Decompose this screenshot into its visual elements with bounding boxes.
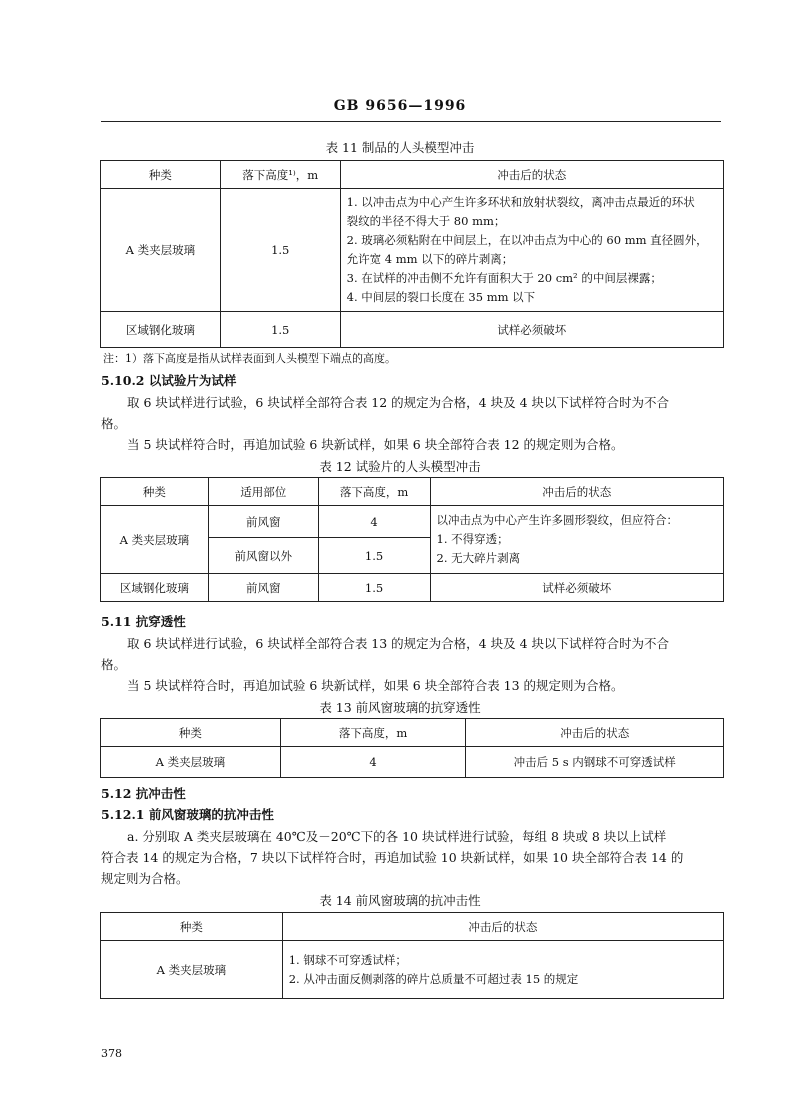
table12-header-kind: 种类 [101,478,209,506]
table13-row-state: 冲击后 5 s 内钢球不可穿透试样 [466,747,724,778]
paragraph-line: a. 分别取 A 类夹层玻璃在 40℃及－20℃下的各 10 块试样进行试验，每组 8 块或 8 块以上试样 [127,829,667,844]
table12-rowA2-height: 1.5 [318,538,430,574]
paragraph-line: 当 5 块试样符合时，再追加试验 6 块新试样，如果 6 块全部符合表 13 的规定则为合格。 [127,678,624,693]
table12-rowA2-part: 前风窗以外 [208,538,318,574]
table13-row-height: 4 [280,747,466,778]
paragraph-line: 当 5 块试样符合时，再追加试验 6 块新试样，如果 6 块全部符合表 12 的规定则为合格。 [127,437,624,452]
section-5-10-2-title: 5.10.2 以试验片为试样 [101,373,237,388]
table11-row1-line: 2. 玻璃必须粘附在中间层上，在以冲击点为中心的 60 mm 直径圆外， [346,233,708,247]
table11-header-height: 落下高度¹⁾，m [220,161,340,189]
table12-rowA-state [430,506,724,574]
paragraph-line: 取 6 块试样进行试验，6 块试样全部符合表 13 的规定为合格，4 块及 4 块以下试样符合时为不合 [127,636,670,651]
table14 [100,912,724,999]
table14-state-line: 1. 钢球不可穿透试样； [288,952,407,967]
table12-rowB-height: 1.5 [318,574,430,602]
table11-row1-state [340,189,723,312]
standard-header: GB 9656—1996 [333,98,467,114]
paragraph-line: 格。 [101,416,127,431]
table11-row2-kind: 区域钢化玻璃 [101,312,221,348]
table11-row1-kind: A 类夹层玻璃 [101,189,221,312]
table11-row1-line: 1. 以冲击点为中心产生许多环状和放射状裂纹，离冲击点最近的环状 [346,195,695,209]
paragraph-line: 符合表 14 的规定为合格，7 块以下试样符合时，再追加试验 10 块新试样，如果 10 块全部符合表 14 的 [101,850,684,865]
table13-caption: 表 13 前风窗玻璃的抗穿透性 [319,700,481,715]
table11-header-kind: 种类 [101,161,221,189]
table12-rowB-kind: 区域钢化玻璃 [101,574,209,602]
table13-header-kind: 种类 [101,719,281,747]
table11-header-state: 冲击后的状态 [340,161,723,189]
table12-state-line: 1. 不得穿透； [436,532,509,546]
table11-note: 注：1）落下高度是指从试样表面到人头模型下端点的高度。 [103,352,396,365]
table12-rowA1-height: 4 [318,506,430,538]
table14-row-kind: A 类夹层玻璃 [101,941,283,999]
table11-row1-line: 允许宽 4 mm 以下的碎片剥离； [346,252,514,266]
table14-header-state: 冲击后的状态 [282,913,723,941]
table14-row-state [282,941,723,999]
section-5-12-1-body [101,826,726,889]
header-rule [101,121,721,122]
table12 [100,477,724,602]
table13-row-kind: A 类夹层玻璃 [101,747,281,778]
table12-header-height: 落下高度，m [318,478,430,506]
table11-row2-height: 1.5 [220,312,340,348]
table11 [100,160,724,348]
table11-row1-line: 裂纹的半径不得大于 80 mm； [346,214,506,228]
table12-rowA-kind: A 类夹层玻璃 [101,506,209,574]
section-5-10-2-body [101,392,726,455]
table11-row2-state: 试样必须破坏 [340,312,723,348]
table11-row1-line: 3. 在试样的冲击侧不允许有面积大于 20 cm² 的中间层裸露； [346,271,662,285]
section-5-12-1-title: 5.12.1 前风窗玻璃的抗冲击性 [101,807,274,822]
table13 [100,718,724,778]
table12-caption: 表 12 试验片的人头模型冲击 [319,459,481,474]
table11-row1-line: 4. 中间层的裂口长度在 35 mm 以下 [346,290,536,304]
table12-header-part: 适用部位 [208,478,318,506]
table14-state-line: 2. 从冲击面反侧剥落的碎片总质量不可超过表 15 的规定 [288,971,579,986]
table13-header-height: 落下高度，m [280,719,466,747]
table12-state-line: 以冲击点为中心产生许多圆形裂纹，但应符合： [436,513,678,527]
section-5-11-body [101,633,726,696]
table11-row1-height: 1.5 [220,189,340,312]
page-number: 378 [101,1047,122,1060]
table12-rowA1-part: 前风窗 [208,506,318,538]
table12-rowB-part: 前风窗 [208,574,318,602]
section-5-11-title: 5.11 抗穿透性 [101,614,186,629]
table12-header-state: 冲击后的状态 [430,478,724,506]
paragraph-line: 规定则为合格。 [101,871,189,886]
section-5-12-title: 5.12 抗冲击性 [101,786,186,801]
paragraph-line: 格。 [101,657,127,672]
table14-header-kind: 种类 [101,913,283,941]
paragraph-line: 取 6 块试样进行试验，6 块试样全部符合表 12 的规定为合格，4 块及 4 块以下试样符合时为不合 [127,395,670,410]
table13-header-state: 冲击后的状态 [466,719,724,747]
table14-caption: 表 14 前风窗玻璃的抗冲击性 [319,893,481,908]
table12-state-line: 2. 无大碎片剥离 [436,551,521,565]
table11-caption: 表 11 制品的人头模型冲击 [325,140,475,155]
table12-rowB-state: 试样必须破坏 [430,574,724,602]
